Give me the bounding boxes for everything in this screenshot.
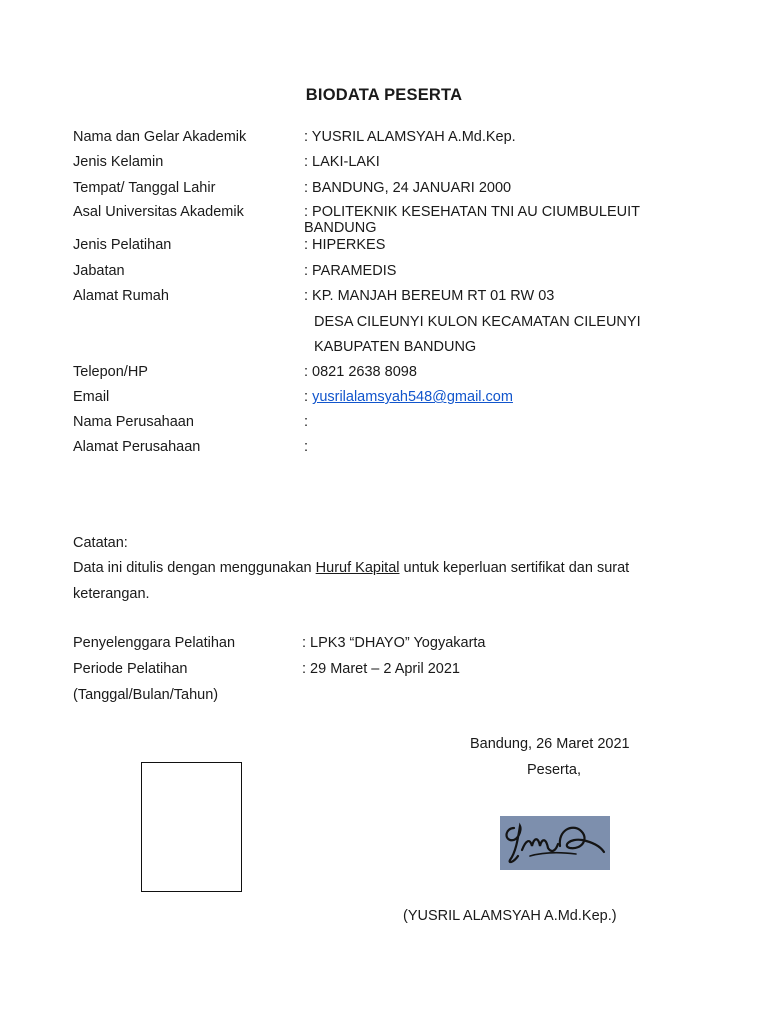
label-tanggal-bulan-tahun: (Tanggal/Bulan/Tahun) xyxy=(73,687,219,703)
note-text-before: Data ini ditulis dengan menggunakan xyxy=(73,560,316,576)
note-line-1 xyxy=(73,560,629,577)
signature-image xyxy=(500,816,610,870)
value-tempat-tanggal-lahir: : BANDUNG, 24 JANUARI 2000 xyxy=(304,180,512,196)
value-alamat-perusahaan: : xyxy=(304,439,309,455)
email-link[interactable]: yusrilalamsyah548@gmail.com xyxy=(312,389,513,405)
label-alamat-rumah: Alamat Rumah xyxy=(73,288,169,304)
label-email: Email xyxy=(73,389,110,405)
value-nama-perusahaan: : xyxy=(304,414,309,430)
note-text-after: untuk keperluan sertifikat dan surat xyxy=(399,560,630,576)
value-telepon: : 0821 2638 8098 xyxy=(304,364,417,380)
value-alamat-rumah: : KP. MANJAH BEREUM RT 01 RW 03 xyxy=(304,288,555,304)
value-jenis-kelamin: : LAKI-LAKI xyxy=(304,154,380,170)
label-nama-perusahaan: Nama Perusahaan xyxy=(73,414,194,430)
label-tempat-tanggal-lahir: Tempat/ Tanggal Lahir xyxy=(73,180,216,196)
label-jabatan: Jabatan xyxy=(73,263,125,279)
label-periode: Periode Pelatihan xyxy=(73,661,188,677)
label-asal-universitas: Asal Universitas Akademik xyxy=(73,204,244,220)
value-alamat-rumah-line2: DESA CILEUNYI KULON KECAMATAN CILEUNYI xyxy=(314,314,641,330)
label-jenis-pelatihan: Jenis Pelatihan xyxy=(73,237,172,253)
value-nama: : YUSRIL ALAMSYAH A.Md.Kep. xyxy=(304,129,516,145)
signature-date: Bandung, 26 Maret 2021 xyxy=(470,736,630,752)
label-jenis-kelamin: Jenis Kelamin xyxy=(73,154,164,170)
value-email-row xyxy=(304,389,513,406)
label-nama: Nama dan Gelar Akademik xyxy=(73,129,247,145)
note-underlined-text: Huruf Kapital xyxy=(315,560,400,576)
photo-placeholder xyxy=(141,762,242,892)
value-asal-universitas-cont: BANDUNG xyxy=(304,220,377,236)
label-alamat-perusahaan: Alamat Perusahaan xyxy=(73,439,201,455)
value-alamat-rumah-line3: KABUPATEN BANDUNG xyxy=(314,339,477,355)
note-line-2: keterangan. xyxy=(73,586,150,602)
page-title: BIODATA PESERTA xyxy=(305,86,463,104)
value-jabatan: : PARAMEDIS xyxy=(304,263,397,279)
value-penyelenggara: : LPK3 “DHAYO” Yogyakarta xyxy=(302,635,486,651)
signature-name: (YUSRIL ALAMSYAH A.Md.Kep.) xyxy=(403,908,617,924)
value-asal-universitas: : POLITEKNIK KESEHATAN TNI AU CIUMBULEUIT xyxy=(304,204,640,220)
label-penyelenggara: Penyelenggara Pelatihan xyxy=(73,635,236,651)
label-telepon: Telepon/HP xyxy=(73,364,148,380)
note-heading: Catatan: xyxy=(73,535,128,551)
email-colon: : xyxy=(304,389,313,405)
value-jenis-pelatihan: : HIPERKES xyxy=(304,237,386,253)
signature-role: Peserta, xyxy=(527,762,581,778)
value-periode: : 29 Maret – 2 April 2021 xyxy=(302,661,460,677)
